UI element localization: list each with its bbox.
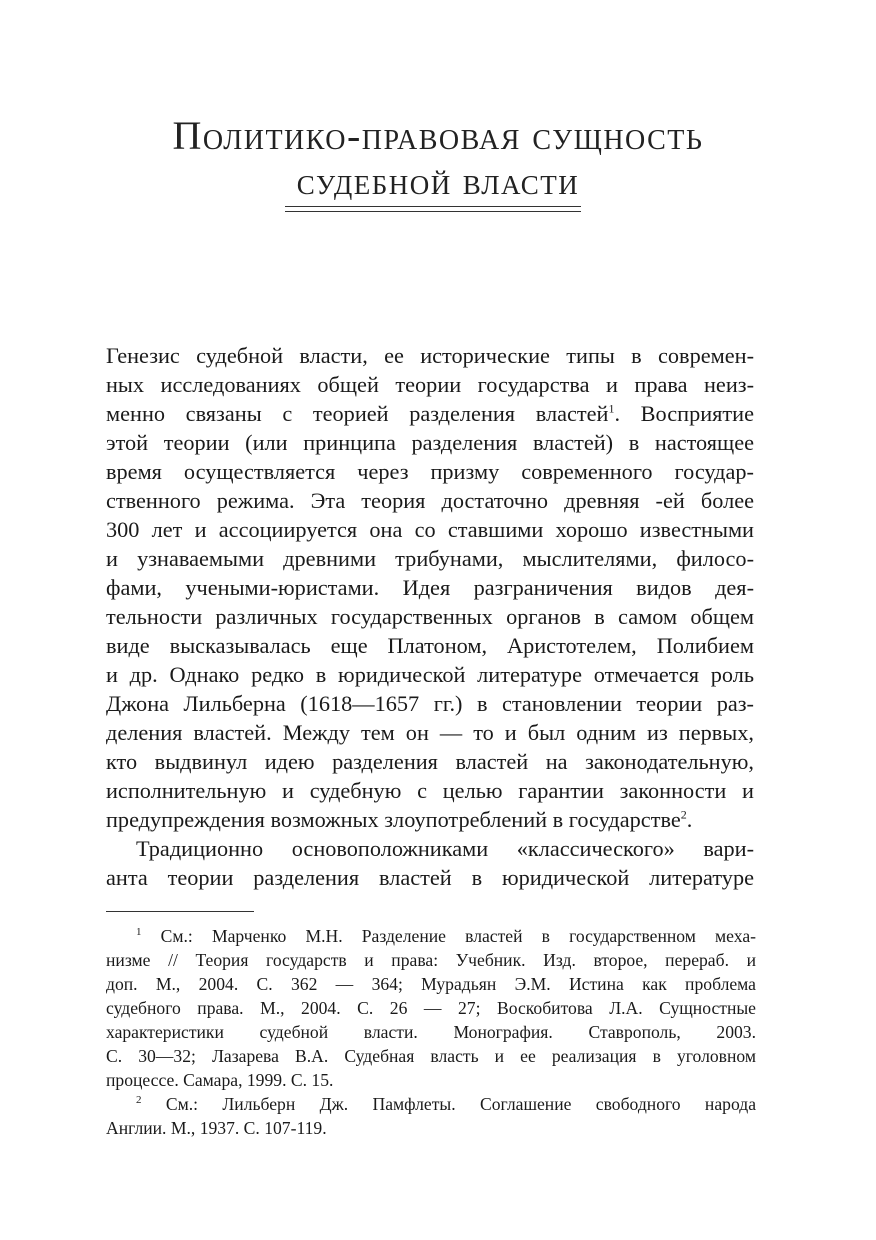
body-line (106, 399, 754, 428)
title-underline-bottom (285, 211, 581, 212)
footnote-line (106, 924, 756, 948)
body-line: деления властей. Между тем он — то и был одним из первых, (106, 720, 754, 745)
body-line: этой теории (или принципа разделения властей) в настоящее (106, 430, 754, 455)
footnote-ref-1[interactable]: 1 (608, 401, 615, 416)
footnote-line: судебного права. М., 2004. С. 26 — 27; Воскобитова Л.А. Сущностные (106, 998, 756, 1018)
footnote-marker-2: 2 (136, 1094, 142, 1107)
footnote-line: низме // Теория государств и права: Учебник. Изд. второе, перераб. и (106, 950, 756, 970)
chapter-title-line-2: судебной власти (296, 161, 580, 203)
body-line: время осуществляется через призму современного государ- (106, 459, 754, 484)
body-line: и др. Однако редко в юридической литературе отмечается роль (106, 662, 754, 687)
footnote-line-part: См.: Марченко М.Н. Разделение властей в государственном меха- (141, 926, 756, 946)
body-text (106, 341, 754, 892)
footnote-line: процессе. Самара, 1999. С. 15. (106, 1070, 334, 1090)
body-line: кто выдвинул идею разделения властей на законодательную, (106, 749, 754, 774)
footnote-line-part: См.: Лильберн Дж. Памфлеты. Соглашение свободного народа (141, 1094, 756, 1114)
body-line: и узнаваемыми древними трибунами, мыслителями, филосо- (106, 546, 754, 571)
body-line-part: предупреждения возможных злоупотреблений в государстве (106, 807, 681, 832)
title-underline-top (285, 206, 581, 207)
body-line-part: . (686, 807, 693, 832)
footnote-line: Англии. М., 1937. С. 107-119. (106, 1118, 327, 1138)
body-line: Генезис судебной власти, ее исторические типы в современ- (106, 343, 754, 368)
body-line: ных исследованиях общей теории государства и права неиз- (106, 372, 754, 397)
footnote-line: С. 30—32; Лазарева В.А. Судебная власть и ее реализация в уголовном (106, 1046, 756, 1066)
footnotes (106, 924, 756, 1140)
body-line-part: менно связаны с теорией разделения властей (106, 401, 609, 426)
body-line: виде высказывалась еще Платоном, Аристотелем, Полибием (106, 633, 754, 658)
body-line: ственного режима. Эта теория достаточно древняя -ей более (106, 488, 754, 513)
body-line: анта теории разделения властей в юридической литературе (106, 865, 754, 890)
body-line: тельности различных государственных органов в самом общем (106, 604, 754, 629)
footnote-line: характеристики судебной власти. Монография. Ставрополь, 2003. (106, 1022, 756, 1042)
body-line: Джона Лильберна (1618—1657 гг.) в становлении теории раз- (106, 691, 754, 716)
body-line (106, 805, 754, 834)
footnote-separator (106, 911, 254, 912)
chapter-title-line-1: Политико-правовая сущность (172, 113, 704, 158)
body-line: Традиционно основоположниками «классического» вари- (136, 836, 754, 861)
body-line: 300 лет и ассоциируется она со ставшими хорошо известными (106, 517, 754, 542)
body-line-part: . Восприятие (614, 401, 754, 426)
footnote-ref-2[interactable]: 2 (680, 807, 687, 822)
footnote-line: доп. М., 2004. С. 362 — 364; Мурадьян Э.М. Истина как проблема (106, 974, 756, 994)
footnote-marker-1: 1 (136, 926, 142, 939)
footnote-line (106, 1092, 756, 1116)
body-line: исполнительную и судебную с целью гарантии законности и (106, 778, 754, 803)
body-line: фами, учеными-юристами. Идея разграничения видов дея- (106, 575, 754, 600)
